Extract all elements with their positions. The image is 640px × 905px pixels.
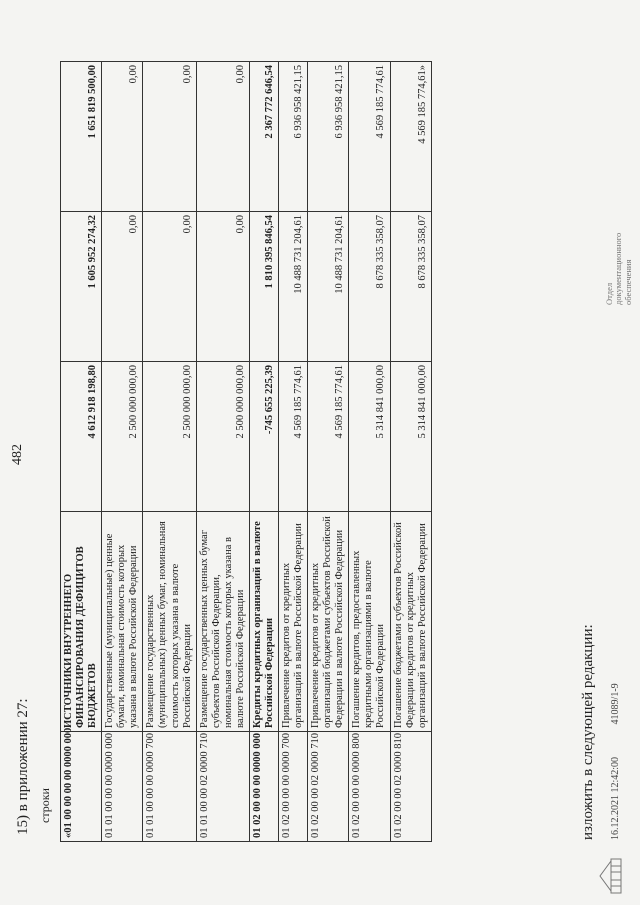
row-code: 01 02 00 00 02 0000 810 <box>390 732 431 842</box>
row-value-3: 0,00 <box>143 62 196 212</box>
footer-text: изложить в следующей редакции: <box>580 624 596 840</box>
table-row <box>249 62 278 842</box>
row-code: 01 02 00 00 00 0000 000 <box>249 732 278 842</box>
table-row <box>279 62 308 842</box>
row-code: 01 02 00 00 02 0000 710 <box>308 732 349 842</box>
row-name: Привлечение кредитов от кредитных организаций в валюте Российской Федерации <box>279 512 308 732</box>
row-value-3: 6 936 958 421,15 <box>308 62 349 212</box>
row-name: Погашение бюджетами субъектов Российской Федерации кредитов от кредитных организаций в валюте Российской Федерации <box>390 512 431 732</box>
row-name: Государственные (муниципальные) ценные бумаги, номинальная стоимость которых указана в валюте Российской Федерации <box>102 512 143 732</box>
table-row <box>61 62 102 842</box>
row-value-2: 10 488 731 204,61 <box>308 212 349 362</box>
row-code: 01 02 00 00 00 0000 700 <box>279 732 308 842</box>
row-value-2: 0,00 <box>196 212 249 362</box>
row-value-1: 2 500 000 000,00 <box>143 362 196 512</box>
row-value-3: 0,00 <box>196 62 249 212</box>
row-value-2: 0,00 <box>102 212 143 362</box>
row-value-1: 2 500 000 000,00 <box>102 362 143 512</box>
row-value-2: 1 810 395 846,54 <box>249 212 278 362</box>
row-name: Размещение государственных ценных бумаг субъектов Российской Федерации, номинальная стоимость которых указана в валюте Российской Федерации <box>196 512 249 732</box>
row-value-1: 2 500 000 000,00 <box>196 362 249 512</box>
row-value-3: 1 651 819 500,00 <box>61 62 102 212</box>
row-value-1: 5 314 841 000,00 <box>390 362 431 512</box>
row-value-2: 1 605 952 274,32 <box>61 212 102 362</box>
stamp: Отдел документационного обеспечения <box>604 232 633 305</box>
intro-text: 15) в приложении 27: <box>15 698 31 835</box>
table-row <box>308 62 349 842</box>
document-date: 16.12.2021 12:42:00 <box>610 756 621 840</box>
row-name: Погашение кредитов, предоставленных кредитными организациями в валюте Российской Федерации <box>349 512 390 732</box>
row-value-1: 4 612 918 198,80 <box>61 362 102 512</box>
document-meta <box>610 653 621 840</box>
row-name: Привлечение кредитов от кредитных организаций бюджетами субъектов Российской Федерации в валюте Российской Федерации <box>308 512 349 732</box>
row-value-1: 5 314 841 000,00 <box>349 362 390 512</box>
row-code: 01 02 00 00 00 0000 800 <box>349 732 390 842</box>
financing-sources-table <box>60 61 432 842</box>
intro-line-text: строки <box>38 788 52 823</box>
table-row <box>349 62 390 842</box>
row-value-1: 4 569 185 774,61 <box>308 362 349 512</box>
row-value-3: 4 569 185 774,61 <box>349 62 390 212</box>
row-code: «01 00 00 00 00 0000 000 <box>61 732 102 842</box>
row-code: 01 01 00 00 00 0000 700 <box>143 732 196 842</box>
row-value-1: -745 655 225,39 <box>249 362 278 512</box>
row-value-2: 8 678 335 358,07 <box>349 212 390 362</box>
row-name: ИСТОЧНИКИ ВНУТРЕННЕГО ФИНАНСИРОВАНИЯ ДЕФИЦИТОВ БЮДЖЕТОВ <box>61 512 102 732</box>
row-value-1: 4 569 185 774,61 <box>279 362 308 512</box>
logo-icon <box>597 857 623 895</box>
row-code: 01 01 00 00 00 0000 000 <box>102 732 143 842</box>
row-value-2: 0,00 <box>143 212 196 362</box>
row-name: Размещение государственных (муниципальных) ценных бумаг, номинальная стоимость которых указана в валюте Российской Федерации <box>143 512 196 732</box>
row-value-2: 8 678 335 358,07 <box>390 212 431 362</box>
row-value-3: 0,00 <box>102 62 143 212</box>
row-name: Кредиты кредитных организаций в валюте Российской Федерации <box>249 512 278 732</box>
row-code: 01 01 00 00 02 0000 710 <box>196 732 249 842</box>
page-number: 482 <box>10 444 25 465</box>
row-value-3: 6 936 958 421,15 <box>279 62 308 212</box>
document-id: 41089/1-9 <box>610 683 621 725</box>
table-row <box>390 62 431 842</box>
row-value-3: 2 367 772 646,54 <box>249 62 278 212</box>
table-row <box>196 62 249 842</box>
row-value-3: 4 569 185 774,61» <box>390 62 431 212</box>
table-row <box>102 62 143 842</box>
table-row <box>143 62 196 842</box>
row-value-2: 10 488 731 204,61 <box>279 212 308 362</box>
